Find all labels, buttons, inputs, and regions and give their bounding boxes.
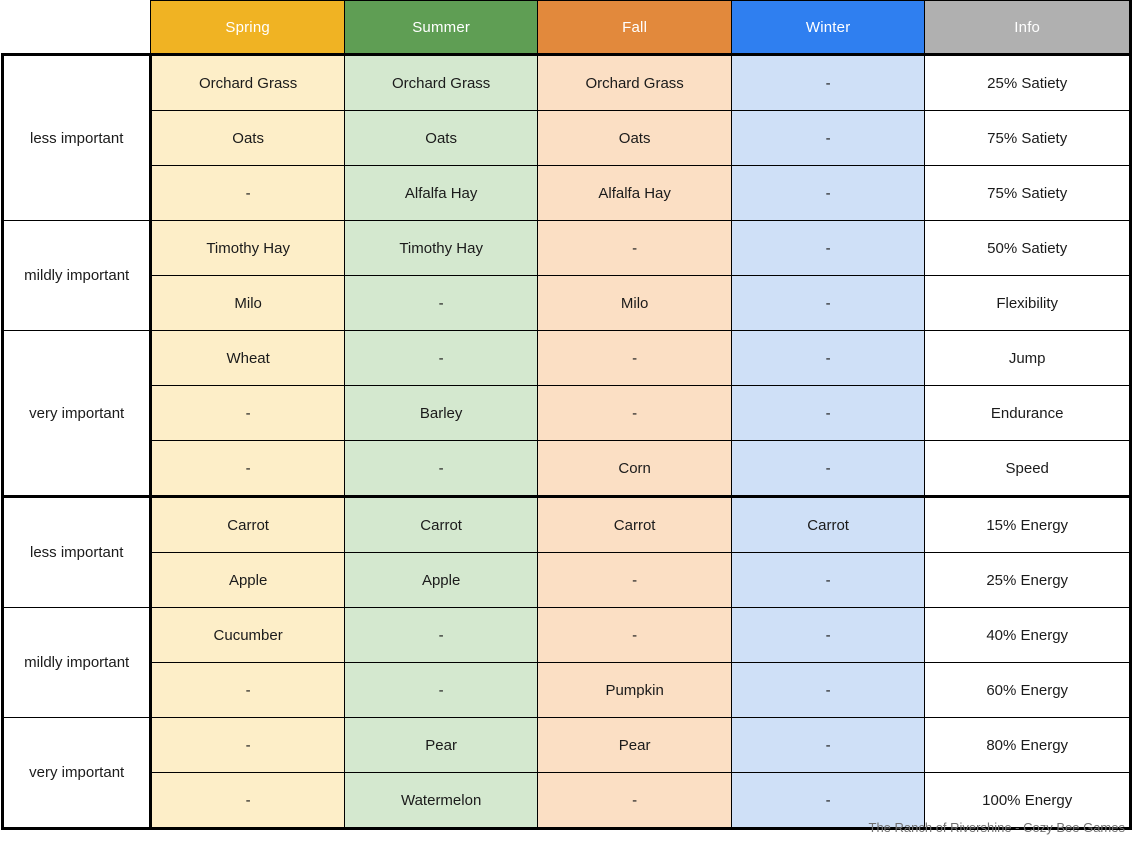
table-row: [3, 166, 1131, 221]
cell-winter: -: [731, 221, 925, 276]
cell-info: 75% Satiety: [925, 166, 1131, 221]
cell-info: Flexibility: [925, 276, 1131, 331]
header-fall: Fall: [538, 1, 732, 55]
row-label-less-important-2: less important: [3, 497, 151, 608]
cell-info: 100% Energy: [925, 773, 1131, 829]
cell-summer: -: [344, 608, 538, 663]
cell-spring: Wheat: [151, 331, 345, 386]
table-row: [3, 276, 1131, 331]
header-info: Info: [925, 1, 1131, 55]
table-row: [3, 111, 1131, 166]
cell-summer: -: [344, 276, 538, 331]
cell-fall: -: [538, 773, 732, 829]
cell-fall: -: [538, 386, 732, 441]
row-label-mildly-important-1: mildly important: [3, 221, 151, 331]
table-row: [3, 497, 1131, 553]
cell-summer: Orchard Grass: [344, 55, 538, 111]
row-label-less-important-1: less important: [3, 55, 151, 221]
row-label-mildly-important-2: mildly important: [3, 608, 151, 718]
cell-fall: Carrot: [538, 497, 732, 553]
header-corner-blank: [3, 1, 151, 55]
cell-fall: -: [538, 221, 732, 276]
feed-table: [1, 0, 1132, 830]
cell-spring: -: [151, 663, 345, 718]
table-row: [3, 221, 1131, 276]
cell-summer: -: [344, 663, 538, 718]
cell-winter: Carrot: [731, 497, 925, 553]
cell-winter: -: [731, 331, 925, 386]
cell-summer: Timothy Hay: [344, 221, 538, 276]
cell-info: 40% Energy: [925, 608, 1131, 663]
cell-winter: -: [731, 55, 925, 111]
cell-winter: -: [731, 111, 925, 166]
cell-winter: -: [731, 773, 925, 829]
cell-info: Speed: [925, 441, 1131, 497]
cell-summer: -: [344, 331, 538, 386]
cell-summer: Watermelon: [344, 773, 538, 829]
cell-fall: -: [538, 553, 732, 608]
cell-spring: Orchard Grass: [151, 55, 345, 111]
cell-spring: -: [151, 441, 345, 497]
cell-fall: Pear: [538, 718, 732, 773]
header-winter: Winter: [731, 1, 925, 55]
cell-info: Endurance: [925, 386, 1131, 441]
footer-credit: The Ranch of Rivershine - Cozy Bee Games: [868, 820, 1125, 835]
cell-spring: Cucumber: [151, 608, 345, 663]
cell-winter: -: [731, 276, 925, 331]
cell-info: 75% Satiety: [925, 111, 1131, 166]
cell-fall: Oats: [538, 111, 732, 166]
cell-summer: Apple: [344, 553, 538, 608]
cell-winter: -: [731, 608, 925, 663]
cell-summer: Pear: [344, 718, 538, 773]
cell-info: 15% Energy: [925, 497, 1131, 553]
cell-info: 25% Satiety: [925, 55, 1131, 111]
cell-winter: -: [731, 718, 925, 773]
table-header-row: [3, 1, 1131, 55]
cell-spring: Apple: [151, 553, 345, 608]
cell-fall: -: [538, 608, 732, 663]
cell-winter: -: [731, 553, 925, 608]
cell-spring: Timothy Hay: [151, 221, 345, 276]
cell-info: 60% Energy: [925, 663, 1131, 718]
cell-info: 25% Energy: [925, 553, 1131, 608]
cell-spring: -: [151, 386, 345, 441]
header-summer: Summer: [344, 1, 538, 55]
cell-spring: Oats: [151, 111, 345, 166]
cell-fall: Milo: [538, 276, 732, 331]
table-row: [3, 441, 1131, 497]
table-row: [3, 386, 1131, 441]
cell-summer: Alfalfa Hay: [344, 166, 538, 221]
cell-info: 50% Satiety: [925, 221, 1131, 276]
cell-fall: Pumpkin: [538, 663, 732, 718]
cell-fall: Alfalfa Hay: [538, 166, 732, 221]
cell-fall: Corn: [538, 441, 732, 497]
table-body: [3, 55, 1131, 829]
cell-winter: -: [731, 441, 925, 497]
row-label-very-important-2: very important: [3, 718, 151, 829]
table-row: [3, 331, 1131, 386]
header-spring: Spring: [151, 1, 345, 55]
cell-fall: Orchard Grass: [538, 55, 732, 111]
cell-spring: Carrot: [151, 497, 345, 553]
table-row: [3, 663, 1131, 718]
cell-info: 80% Energy: [925, 718, 1131, 773]
cell-summer: -: [344, 441, 538, 497]
table-row: [3, 553, 1131, 608]
cell-summer: Barley: [344, 386, 538, 441]
row-label-very-important-1: very important: [3, 331, 151, 497]
cell-spring: -: [151, 773, 345, 829]
cell-fall: -: [538, 331, 732, 386]
cell-spring: Milo: [151, 276, 345, 331]
table-row: [3, 608, 1131, 663]
cell-winter: -: [731, 663, 925, 718]
cell-spring: -: [151, 718, 345, 773]
table-row: [3, 718, 1131, 773]
cell-summer: Carrot: [344, 497, 538, 553]
cell-spring: -: [151, 166, 345, 221]
cell-info: Jump: [925, 331, 1131, 386]
cell-winter: -: [731, 386, 925, 441]
cell-summer: Oats: [344, 111, 538, 166]
table-row: [3, 55, 1131, 111]
cell-winter: -: [731, 166, 925, 221]
